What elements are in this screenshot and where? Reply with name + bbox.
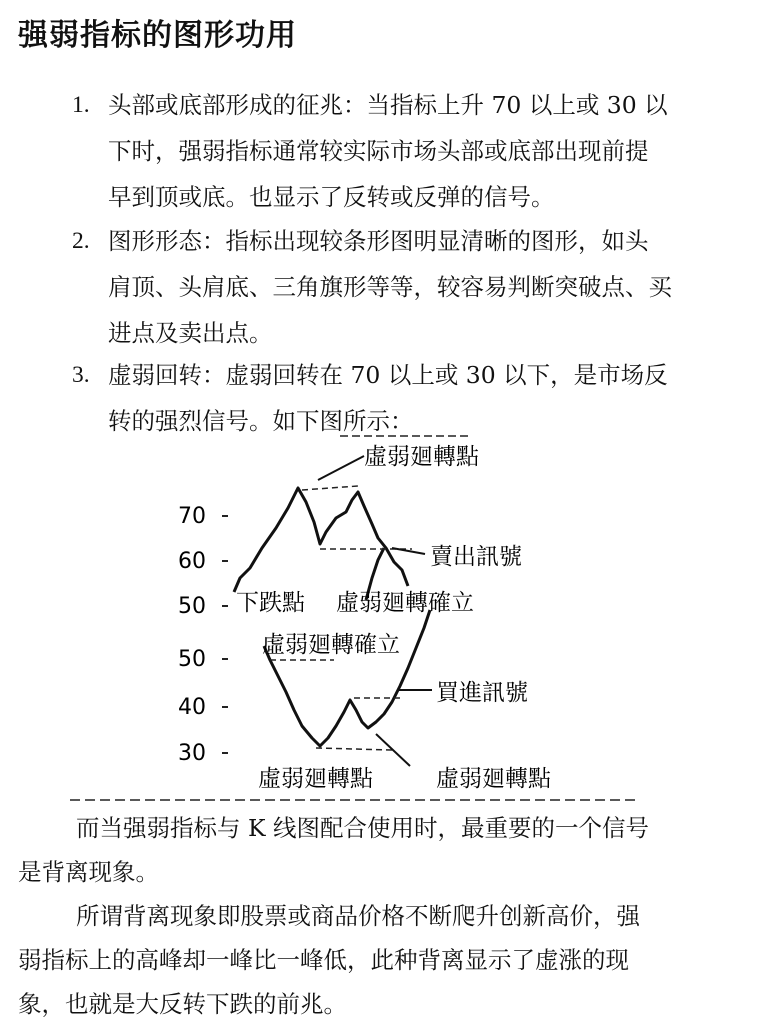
text-line: 早到顶或底。也显示了反转或反弹的信号。 <box>108 183 555 211</box>
text-line: 转的强烈信号。如下图所示： <box>108 407 414 435</box>
label-failure-swing-left: 虛弱廻轉點 <box>258 766 373 792</box>
page-title: 强弱指标的图形功用 <box>18 18 297 53</box>
label-drop-point: 下跌點 <box>236 590 305 616</box>
failure-swing-figure <box>0 420 758 815</box>
y-tick-30: 30 <box>178 741 206 766</box>
top-chart <box>178 444 522 619</box>
label-buy-signal: 買進訊號 <box>436 680 528 706</box>
text-line: 虚弱回转：虚弱回转在 70 以上或 30 以下，是市场反 <box>108 361 668 389</box>
list-item <box>72 218 744 356</box>
text-line: 是背离现象。 <box>18 858 159 886</box>
text-line: 所谓背离现象即股票或商品价格不断爬升创新高价，强 <box>76 902 640 930</box>
y-tick-40: 40 <box>178 695 206 720</box>
list-item <box>72 82 744 220</box>
leader-line <box>392 548 425 554</box>
swing-dashed-line <box>302 486 358 490</box>
y-tick-70: 70 <box>178 504 206 529</box>
text-line: 图形形态：指标出现较条形图明显清晰的图形，如头 <box>108 227 649 255</box>
paragraph <box>18 894 748 1026</box>
text-line: 进点及卖出点。 <box>108 319 273 347</box>
text-line: 而当强弱指标与 K 线图配合使用时，最重要的一个信号 <box>76 814 649 842</box>
bottom-indicator-line <box>264 610 430 746</box>
label-failure-swing-right: 虛弱廻轉點 <box>436 766 551 792</box>
label-failure-confirmed: 虛弱廻轉確立 <box>336 590 474 616</box>
top-indicator-line <box>234 488 408 592</box>
text-line: 肩顶、头肩底、三角旗形等等，较容易判断突破点、买 <box>108 273 672 301</box>
text-line: 下时，强弱指标通常较实际市场头部或底部出现前提 <box>108 137 649 165</box>
text-line: 头部或底部形成的征兆：当指标上升 70 以上或 30 以 <box>108 91 668 119</box>
text-line: 弱指标上的高峰却一峰比一峰低，此种背离显示了虚涨的现 <box>18 946 629 974</box>
y-tick-50: 50 <box>178 647 206 672</box>
label-sell-signal: 賣出訊號 <box>430 544 522 570</box>
y-tick-60: 60 <box>178 549 206 574</box>
list-number: 1. <box>72 92 90 118</box>
label-failure-confirmed: 虛弱廻轉確立 <box>262 632 400 658</box>
label-failure-swing: 虛弱廻轉點 <box>364 444 479 470</box>
list-number: 2. <box>72 228 90 254</box>
leader-line <box>318 456 364 480</box>
paragraph <box>18 806 748 894</box>
y-tick-50: 50 <box>178 594 206 619</box>
figure-svg <box>0 420 758 815</box>
bottom-dashed-line <box>316 748 392 750</box>
list-number: 3. <box>72 362 90 388</box>
text-line: 象，也就是大反转下跌的前兆。 <box>18 990 347 1018</box>
bottom-chart <box>178 610 551 792</box>
